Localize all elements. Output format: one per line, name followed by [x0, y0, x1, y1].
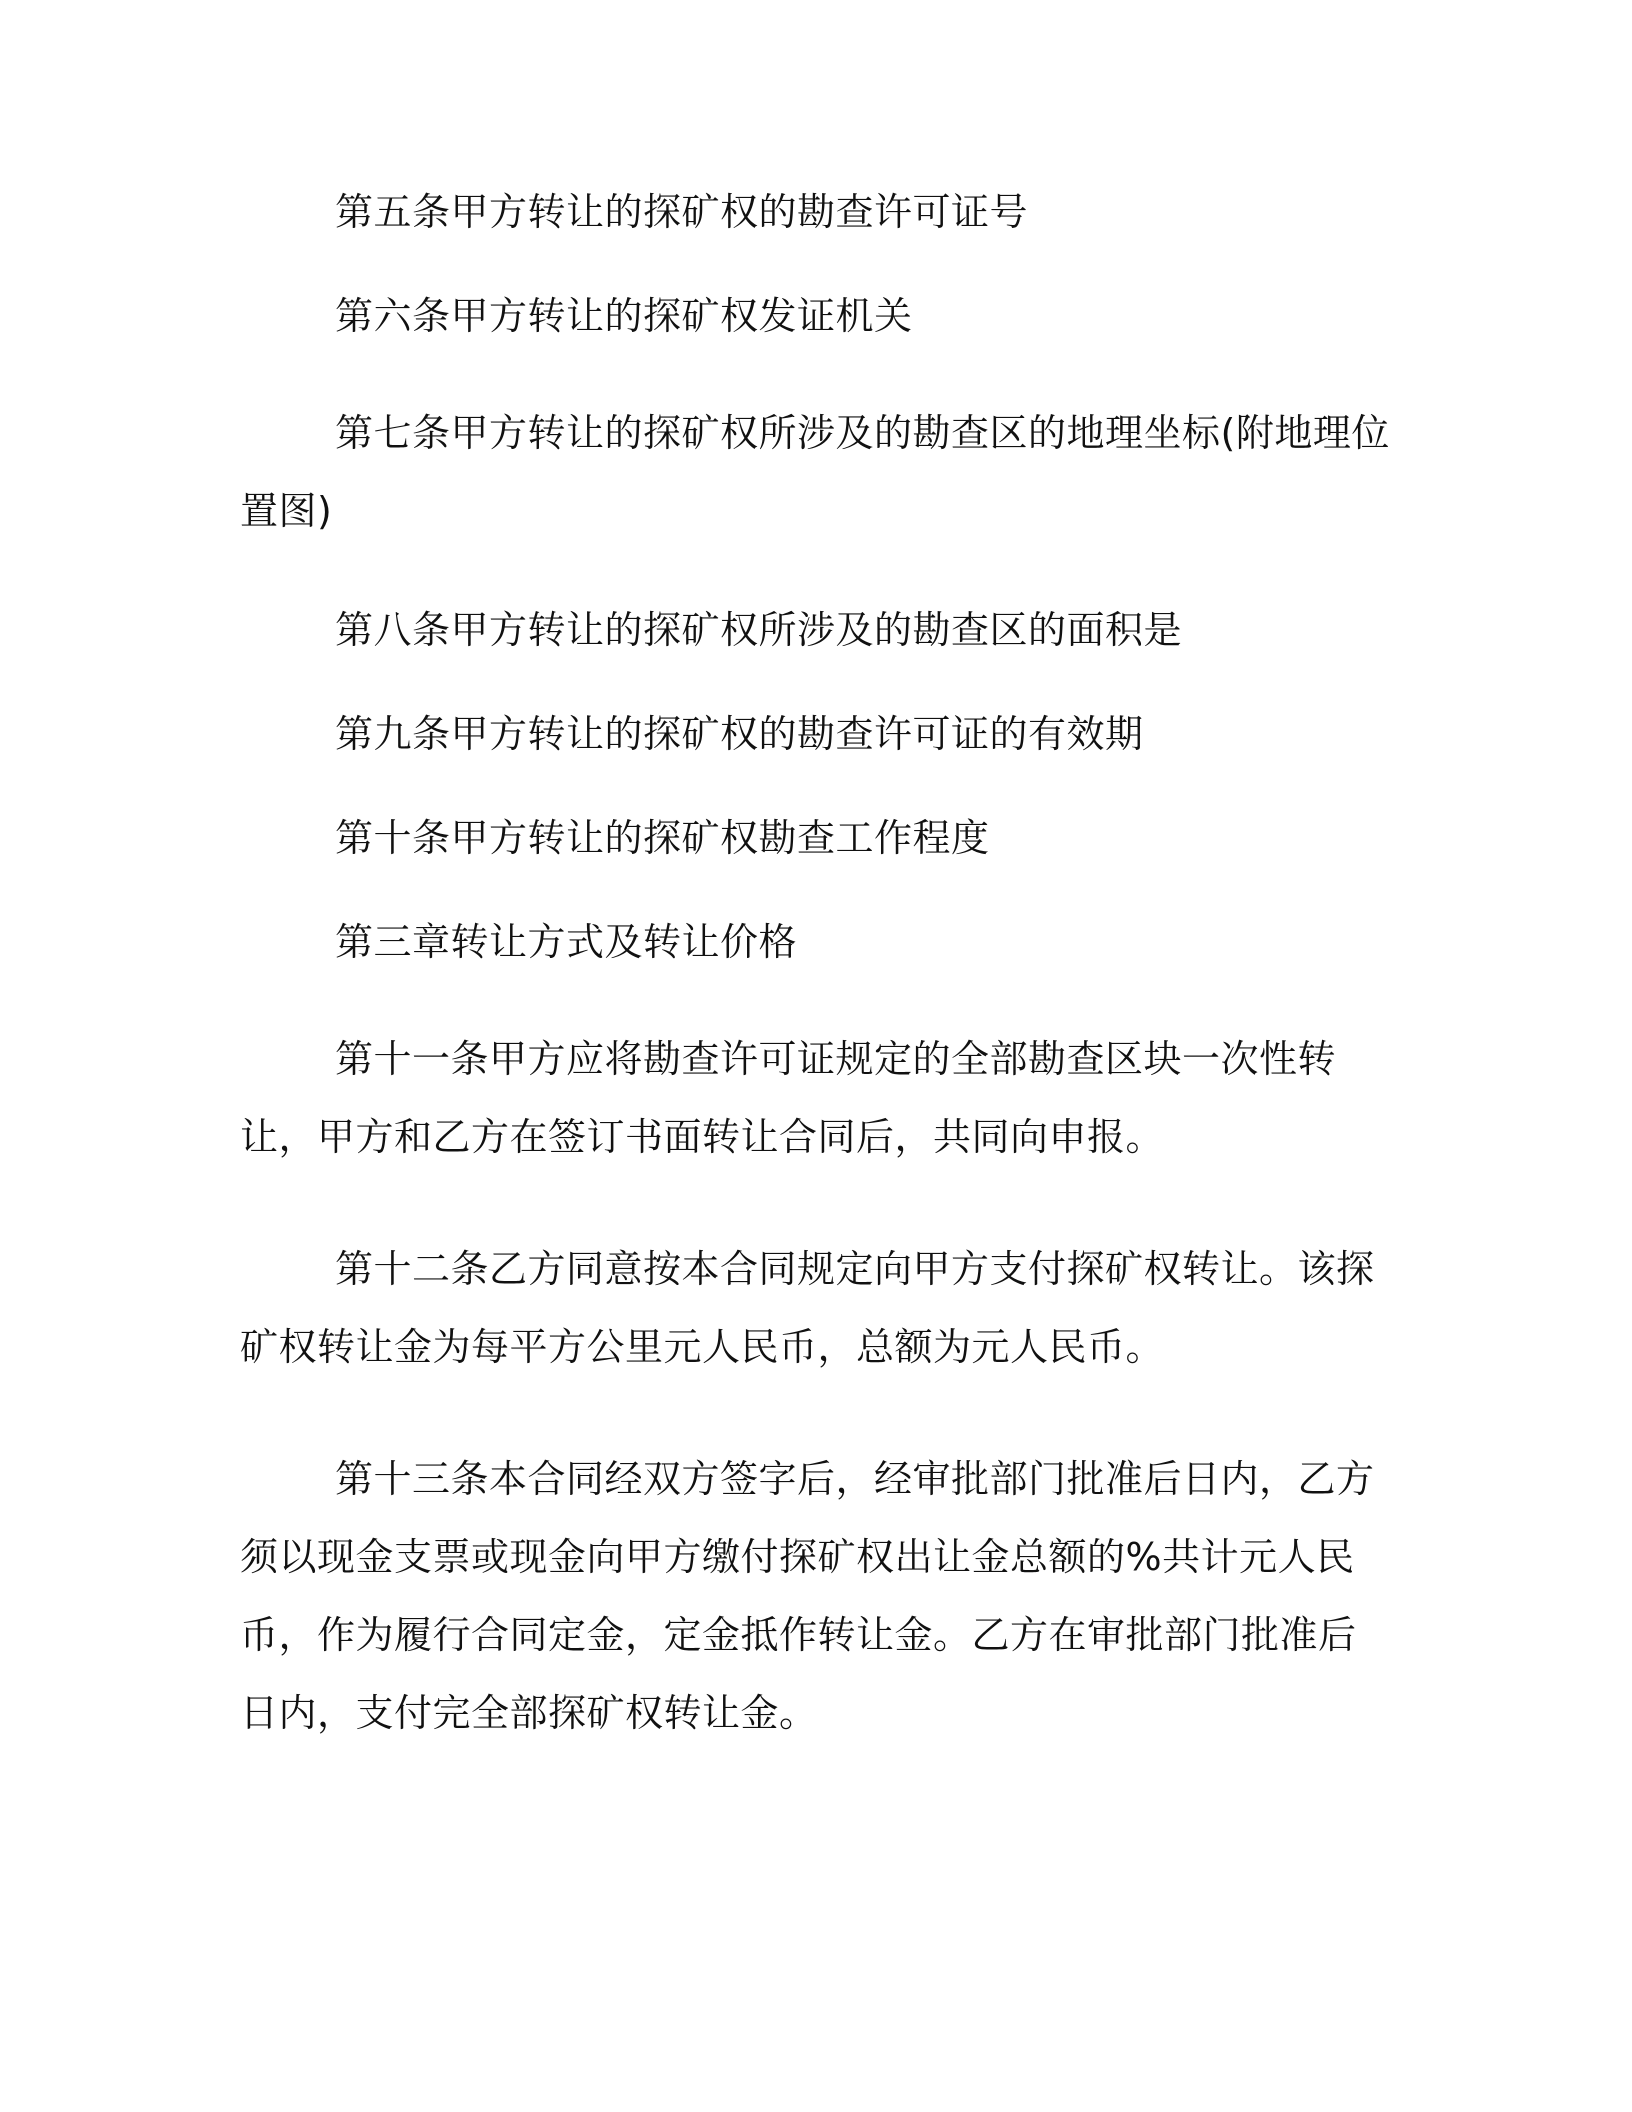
article-8: 第八条甲方转让的探矿权所涉及的勘查区的面积是: [335, 608, 1183, 652]
article-7: 第七条甲方转让的探矿权所涉及的勘查区的地理坐标(附地理位置图): [240, 411, 1390, 533]
article-6: 第六条甲方转让的探矿权发证机关: [335, 294, 913, 338]
article-9: 第九条甲方转让的探矿权的勘查许可证的有效期: [335, 712, 1144, 756]
chapter-3-heading: 第三章转让方式及转让价格: [335, 920, 798, 964]
article-10: 第十条甲方转让的探矿权勘查工作程度: [335, 816, 990, 860]
article-5: 第五条甲方转让的探矿权的勘查许可证号: [335, 190, 1029, 234]
article-12: 第十二条乙方同意按本合同规定向甲方支付探矿权转让。该探矿权转让金为每平方公里元人民币，总额为元人民币。: [240, 1247, 1375, 1369]
article-13: 第十三条本合同经双方签字后，经审批部门批准后日内，乙方须以现金支票或现金向甲方缴付探矿权出让金总额的%共计元人民币，作为履行合同定金，定金抵作转让金。乙方在审批部门批准后日内，支付完全部探矿权转让金。: [240, 1457, 1375, 1735]
article-11: 第十一条甲方应将勘查许可证规定的全部勘查区块一次性转让，甲方和乙方在签订书面转让合同后，共同向申报。: [240, 1037, 1337, 1159]
document-body: [240, 186, 1390, 1752]
